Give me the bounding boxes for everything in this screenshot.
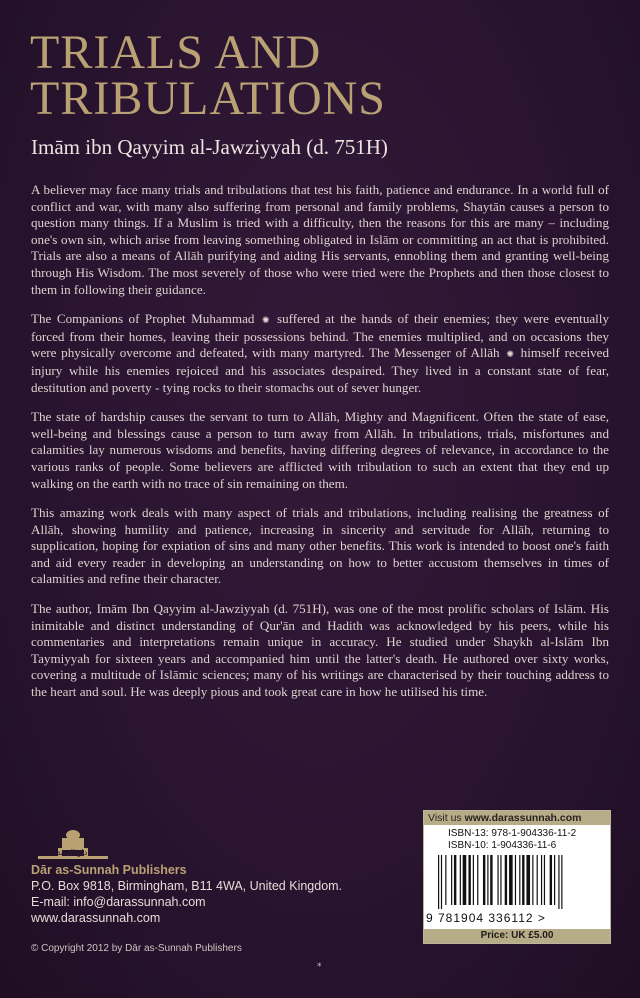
- visit-prefix: Visit us: [428, 812, 462, 824]
- visit-url: www.darassunnah.com: [464, 812, 582, 824]
- barcode-bar: [463, 855, 467, 905]
- barcode-box: [423, 810, 611, 944]
- barcode-bar: [505, 855, 507, 905]
- barcode-bar: [441, 855, 442, 909]
- blurb-paragraph-4: This amazing work deals with many aspect of trials and tribulations, including realising the greatness of Allāh, showing humility and patience, increasing in sincerity and servitude for Allāh, returning to supplication, hoping for expiation of sins and many other benefits. This work is intended to boost one's faith and aid every reader in developing an understanding on how to better accustom themselves in times of calamities and refine their character.: [31, 505, 609, 587]
- barcode-bar: [519, 855, 520, 905]
- barcode-bar: [522, 855, 524, 905]
- blurb-paragraph-2-part-c: himself received injury while his enemies rejoiced and his associates despaired. They lived in a constant state of fear, destitution and poverty - tying rocks to their stomachs out of sever hunger.: [31, 345, 609, 395]
- barcode-bar: [550, 855, 552, 905]
- book-title: [30, 26, 610, 125]
- barcode-bar: [473, 855, 474, 905]
- blurb: [31, 182, 609, 714]
- barcode-bar: [544, 855, 545, 905]
- salutation-icon: ✺: [506, 349, 514, 360]
- visit-strip: [424, 811, 610, 825]
- barcode-bar: [554, 855, 555, 905]
- blurb-paragraph-2-part-b: suffered at the hands of their enemies; they were eventually forced from their homes, leaving their possessions behind. The enemies multiplied, and on occasions they were physically overcome and defeated, with many martyred. The Messenger of Allāh: [31, 311, 609, 361]
- blurb-paragraph-2-part-a: The Companions of Prophet Muhammad: [31, 311, 255, 327]
- publisher-info: [31, 862, 342, 926]
- barcode-bar: [558, 855, 559, 909]
- barcode-bar: [477, 855, 478, 905]
- barcode-bar: [526, 855, 530, 905]
- barcode-bar: [468, 855, 470, 905]
- barcode-bar: [483, 855, 485, 905]
- barcode-bar: [490, 855, 492, 905]
- price-strip: Price: UK £5.00: [424, 929, 610, 943]
- barcode-bar: [487, 855, 488, 905]
- publisher-logo: [32, 822, 112, 866]
- barcode-bars: [426, 855, 606, 911]
- barcode-bar: [438, 855, 439, 909]
- author-line: Imām ibn Qayyim al-Jawziyyah (d. 751H): [31, 135, 388, 159]
- isbn-13: ISBN-13: 978-1-904336-11-2: [448, 828, 577, 839]
- publisher-address: P.O. Box 9818, Birmingham, B11 4WA, United Kingdom.: [31, 879, 343, 893]
- barcode-bar: [460, 855, 461, 905]
- barcode-bar: [561, 855, 562, 909]
- barcode-bar: [541, 855, 542, 905]
- barcode-bar: [451, 855, 452, 905]
- isbn-10: ISBN-10: 1-904336-11-6: [448, 840, 557, 851]
- barcode-bar: [515, 855, 516, 905]
- publisher-logo-text: دار السنة: [56, 848, 88, 857]
- barcode-bar: [445, 855, 446, 905]
- barcode-bar: [509, 855, 513, 905]
- blurb-paragraph-5: The author, Imām Ibn Qayyim al-Jawziyyah (d. 751H), was one of the most prolific scholars of Islām. His inimitable and distinct understanding of Qur'ān and Hadith was acknowledged by his peers, while his commentaries and interpretations remain unique in accuracy. He studied under Shaykh al-Islām Ibn Taymiyyah for sixteen years and accompanied him until the latter's death. He authored over sixty works, covering a multitude of Islāmic sciences; many of his writings are characterised by their touching address to the heart and soul. He was deeply pious and took great care in how he utilised his time.: [31, 601, 609, 700]
- publisher-website: www.darassunnah.com: [31, 911, 161, 925]
- title-line-2: TRIBULATIONS: [30, 72, 386, 125]
- barcode-bar: [497, 855, 498, 905]
- barcode-bar: [454, 855, 456, 905]
- barcode-bar: [500, 855, 501, 905]
- publisher-name: Dār as-Sunnah Publishers: [31, 863, 187, 877]
- publisher-email: E-mail: info@darassunnah.com: [31, 895, 206, 909]
- decorative-mark: *: [317, 962, 322, 972]
- blurb-paragraph-3: The state of hardship causes the servant to turn to Allāh, Mighty and Magnificent. Often the state of ease, well-being and blessings cause a person to turn away from Allāh. In tribulations, trials, misfortunes and calamities lay numerous wisdoms and benefits, having differing degrees of relevance, in accordance to the various ranks of people. Some believers are afflicted with tribulation to such an extent that they end up walking on the earth with no trace of sin remaining on them.: [31, 409, 609, 491]
- title-line-1: TRIALS AND: [30, 26, 322, 79]
- barcode-number: 9 781904 336112 >: [426, 911, 546, 925]
- salutation-icon: ✺: [261, 315, 270, 326]
- blurb-paragraph-2: [31, 311, 609, 396]
- blurb-paragraph-1: A believer may face many trials and tribulations that test his faith, patience and endurance. In a world full of conflict and war, with many also suffering from personal and family problems, Shaytān causes a person to question many things. If a Muslim is tried with a difficulty, then the reasons for this are many – including one's own sin, which arise from leaving something obligated in Islām or committing an act that is prohibited. Trials are also a means of Allāh purifying and aiding His servants, ennobling them and granting well-being through His Wisdom. The most severely of those who were tried were the Prophets and then those closest to them in following their guidance.: [31, 182, 609, 297]
- copyright: © Copyright 2012 by Dār as-Sunnah Publishers: [31, 943, 242, 954]
- barcode-bar: [537, 855, 538, 905]
- barcode-bar: [532, 855, 533, 905]
